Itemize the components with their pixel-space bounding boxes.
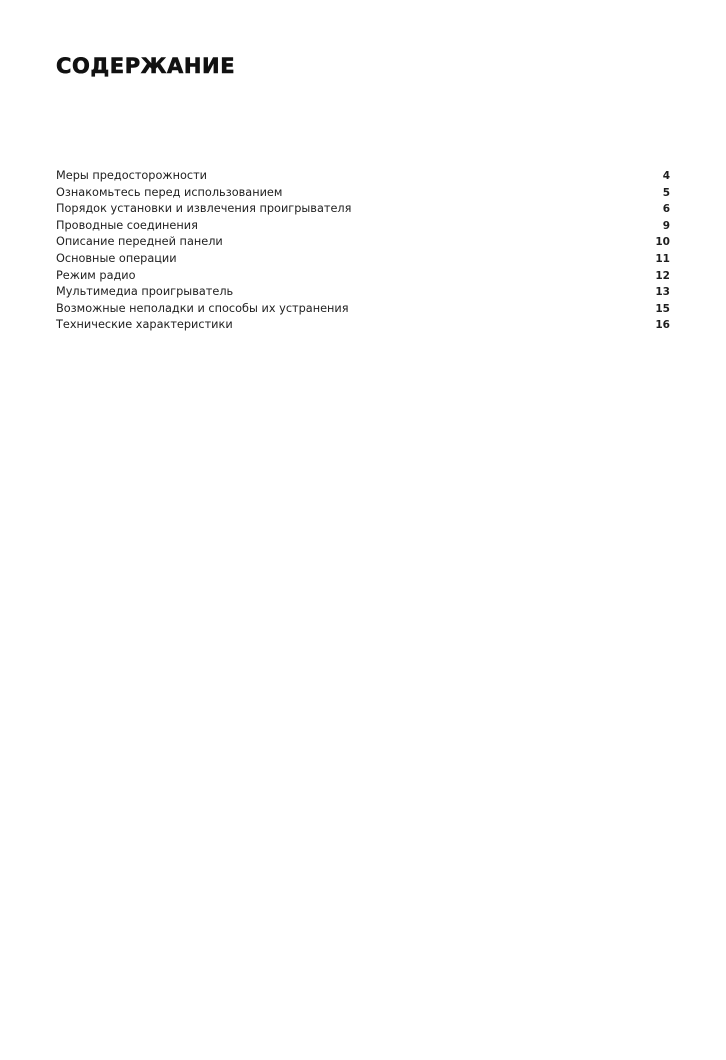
toc-item-label: Режим радио	[56, 268, 136, 282]
toc-item	[56, 284, 670, 301]
toc-item-label: Проводные соединения	[56, 218, 198, 232]
toc-item-label: Технические характеристики	[56, 318, 233, 332]
toc-item-page-number: 6	[662, 203, 670, 216]
toc-item-page-number: 13	[655, 286, 670, 299]
toc-item	[56, 317, 670, 334]
toc-item	[56, 251, 670, 268]
toc-item-page-number: 9	[662, 219, 670, 232]
toc-item-page-number: 12	[655, 269, 670, 282]
toc-item-label: Порядок установки и извлечения проигрывателя	[56, 202, 352, 216]
toc-item-label: Описание передней панели	[56, 235, 223, 249]
toc-item-page-number: 11	[655, 252, 670, 265]
toc-item	[56, 185, 670, 202]
toc-item-page-number: 10	[655, 236, 670, 249]
toc-item-page-number: 5	[662, 186, 670, 199]
toc-item	[56, 218, 670, 235]
toc-item	[56, 301, 670, 318]
page-title: СОДЕРЖАНИЕ	[56, 54, 236, 78]
toc-item-page-number: 4	[662, 170, 670, 182]
toc-item-label: Ознакомьтесь перед использованием	[56, 185, 283, 199]
toc-item-label: Основные операции	[56, 251, 177, 265]
toc-item	[56, 201, 670, 218]
toc-item-label: Мультимедиа проигрыватель	[56, 285, 234, 299]
toc-item-page-number: 16	[655, 319, 670, 332]
toc-item-label: Возможные неполадки и способы их устранения	[56, 301, 349, 315]
toc-item-page-number: 15	[655, 302, 670, 315]
table-of-contents	[56, 168, 670, 334]
toc-item	[56, 168, 670, 185]
toc-item-label: Меры предосторожности	[56, 169, 208, 182]
toc-item	[56, 268, 670, 285]
toc-item	[56, 234, 670, 251]
